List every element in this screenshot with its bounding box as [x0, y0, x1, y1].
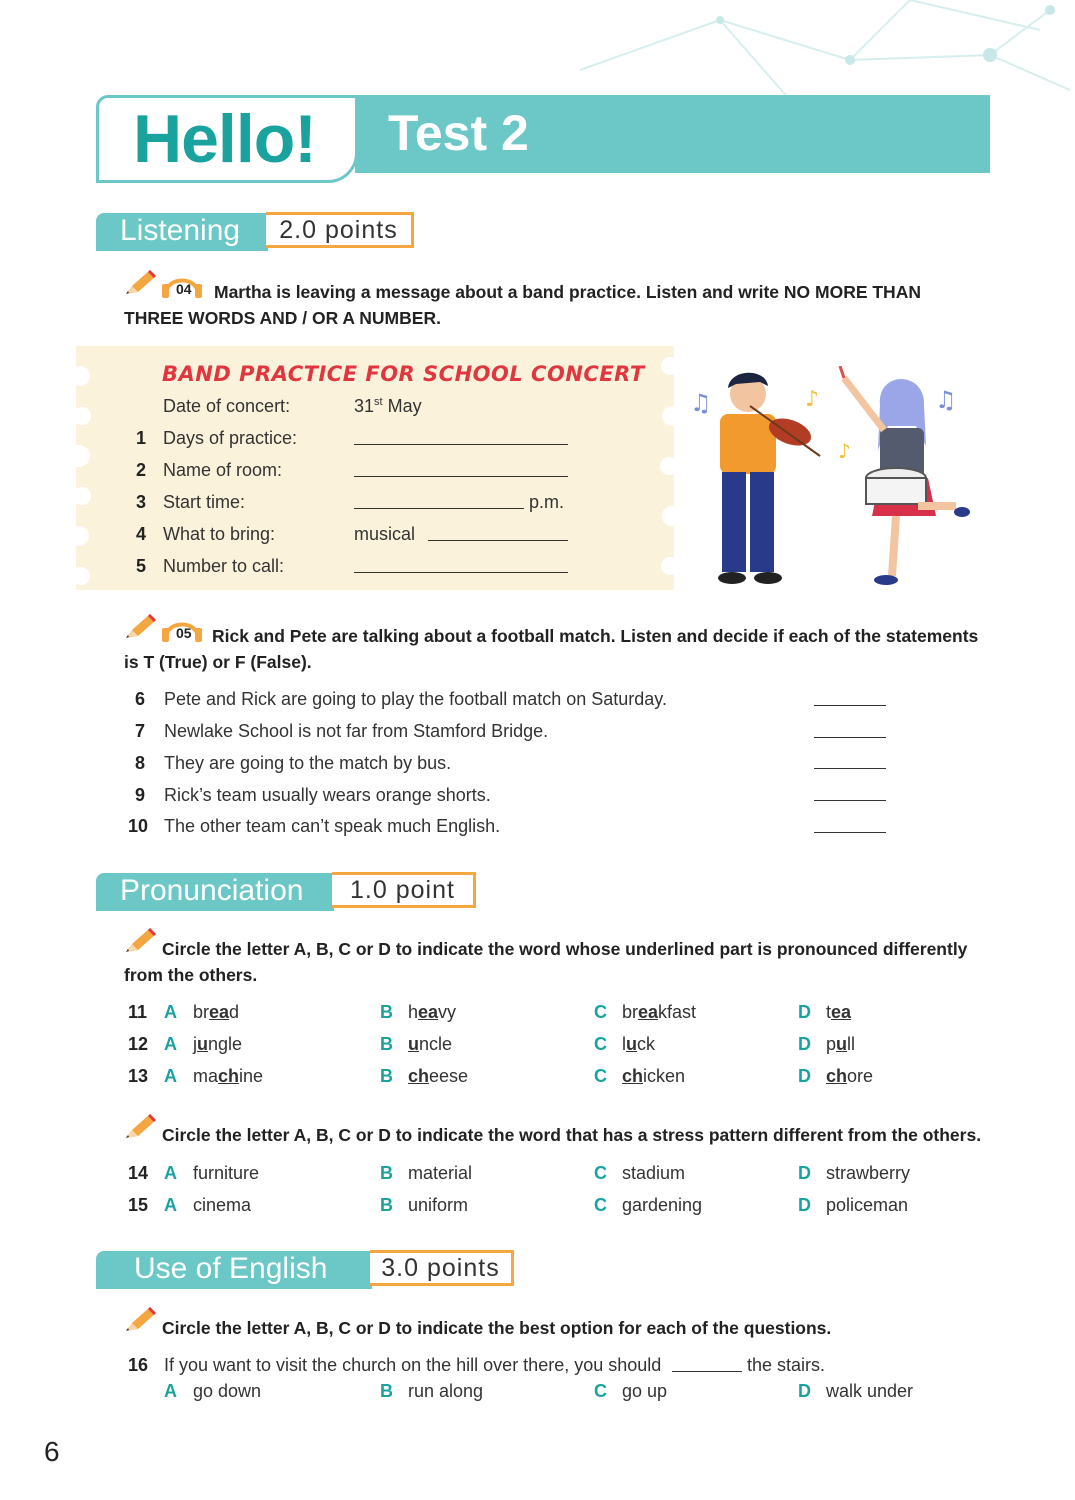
option-letter: A [164, 1195, 177, 1215]
option-word[interactable]: policeman [826, 1195, 909, 1215]
option-letter: C [594, 1195, 607, 1215]
statement-text: The other team can’t speak much English. [164, 816, 501, 836]
item-number: 2 [136, 460, 147, 480]
statement-number: 8 [135, 753, 146, 773]
tf-answer-blank[interactable] [814, 832, 886, 833]
answer-blank[interactable] [354, 444, 568, 445]
answer-blank[interactable] [354, 476, 568, 477]
item-label: Name of room: [163, 460, 283, 480]
musicians-illustration [680, 366, 980, 596]
option-word[interactable]: heavy [408, 1002, 457, 1022]
option-letter: B [380, 1002, 393, 1022]
option-letter: D [798, 1066, 811, 1086]
option-letter: D [798, 1002, 811, 1022]
listening-instruction-2: Rick and Pete are talking about a football match. Listen and decide if each of the statements is T (True) or F (False). [124, 626, 979, 672]
unit-title: Hello! [133, 101, 316, 177]
statement-number: 10 [128, 816, 149, 836]
svg-text:♪: ♪ [805, 387, 820, 412]
pronunciation-title: Pronunciation [120, 874, 304, 907]
option-letter: A [164, 1381, 177, 1401]
date-label: Date of concert: [163, 396, 291, 416]
question-number: 12 [128, 1034, 149, 1054]
option-letter: A [164, 1034, 177, 1054]
statement-number: 9 [135, 785, 146, 805]
question-number: 13 [128, 1066, 149, 1086]
use-of-english-instruction: Circle the letter A, B, C or D to indicate the best option for each of the questions. [162, 1318, 832, 1338]
use-of-english-title: Use of English [134, 1252, 328, 1285]
listening-title: Listening [120, 214, 241, 247]
answer-blank[interactable] [354, 572, 568, 573]
option-word[interactable]: pull [826, 1034, 856, 1054]
pencil-icon [124, 1112, 158, 1140]
option-letter: D [798, 1381, 811, 1401]
item-label: Start time: [163, 492, 246, 512]
question-number: 15 [128, 1195, 149, 1215]
statement-number: 7 [135, 721, 146, 741]
item-number: 5 [136, 556, 147, 576]
option-word[interactable]: go up [622, 1381, 668, 1401]
track-number: 05 [176, 625, 192, 641]
option-letter: B [380, 1066, 393, 1086]
tf-answer-blank[interactable] [814, 737, 886, 738]
question-text-end: the stairs. [747, 1355, 826, 1375]
option-letter: B [380, 1195, 393, 1215]
option-letter: C [594, 1034, 607, 1054]
option-word[interactable]: bread [193, 1002, 240, 1022]
option-word[interactable]: uniform [408, 1195, 469, 1215]
option-letter: A [164, 1163, 177, 1183]
option-letter: B [380, 1034, 393, 1054]
item-prefix: musical [354, 524, 416, 544]
option-letter: B [380, 1163, 393, 1183]
option-letter: D [798, 1034, 811, 1054]
option-letter: C [594, 1002, 607, 1022]
option-letter: D [798, 1163, 811, 1183]
option-word[interactable]: gardening [622, 1195, 703, 1215]
use-of-english-points: 3.0 points [370, 1250, 514, 1286]
option-word[interactable]: cheese [408, 1066, 469, 1086]
pronunciation-instruction-1: Circle the letter A, B, C or D to indicate the word whose underlined part is pronounced differently from the others. [124, 939, 968, 985]
answer-blank[interactable] [428, 540, 568, 541]
option-letter: B [380, 1381, 393, 1401]
option-word[interactable]: stadium [622, 1163, 686, 1183]
option-word[interactable]: machine [193, 1066, 264, 1086]
option-word[interactable]: walk under [826, 1381, 914, 1401]
item-number: 3 [136, 492, 147, 512]
svg-text:♫: ♫ [935, 386, 957, 414]
option-word[interactable]: breakfast [622, 1002, 697, 1022]
answer-blank[interactable] [354, 508, 524, 509]
option-letter: A [164, 1002, 177, 1022]
option-word[interactable]: furniture [193, 1163, 260, 1183]
option-letter: D [798, 1195, 811, 1215]
page-number: 6 [44, 1436, 60, 1467]
listening-points: 2.0 points [266, 212, 414, 248]
option-word[interactable]: chicken [622, 1066, 686, 1086]
test-title: Test 2 [388, 105, 529, 161]
option-letter: C [594, 1381, 607, 1401]
item-label: Number to call: [163, 556, 285, 576]
question-number: 14 [128, 1163, 149, 1183]
item-label: Days of practice: [163, 428, 298, 448]
option-letter: C [594, 1066, 607, 1086]
tf-answer-blank[interactable] [814, 705, 886, 706]
option-word[interactable]: strawberry [826, 1163, 911, 1183]
listening-instruction-1: Martha is leaving a message about a band practice. Listen and write NO MORE THAN THREE WORDS AND / OR A NUMBER. [124, 282, 921, 328]
option-word[interactable]: chore [826, 1066, 874, 1086]
option-word[interactable]: jungle [193, 1034, 243, 1054]
option-word[interactable]: cinema [193, 1195, 252, 1215]
svg-text:♪: ♪ [838, 439, 851, 463]
statement-number: 6 [135, 689, 146, 709]
question-number: 16 [128, 1355, 149, 1375]
track-number: 04 [176, 281, 192, 297]
tf-answer-blank[interactable] [814, 800, 886, 801]
option-letter: A [164, 1066, 177, 1086]
date-value: 31st May [354, 396, 422, 416]
tf-answer-blank[interactable] [814, 768, 886, 769]
option-word[interactable]: tea [826, 1002, 852, 1022]
question-number: 11 [128, 1002, 148, 1022]
option-word[interactable]: go down [193, 1381, 262, 1401]
decorative-network-graphic [570, 0, 1075, 110]
svg-text:♫: ♫ [690, 389, 712, 417]
statement-text: Pete and Rick are going to play the football match on Saturday. [164, 689, 667, 709]
pronunciation-points: 1.0 point [332, 872, 476, 908]
item-number: 4 [136, 524, 147, 544]
answer-blank[interactable] [672, 1371, 742, 1372]
option-word[interactable]: run along [408, 1381, 484, 1401]
pencil-icon [124, 1305, 158, 1333]
statement-text: Rick’s team usually wears orange shorts. [164, 785, 491, 805]
option-word[interactable]: material [408, 1163, 473, 1183]
option-letter: C [594, 1163, 607, 1183]
item-suffix: p.m. [529, 492, 565, 512]
item-label: What to bring: [163, 524, 276, 544]
question-text: If you want to visit the church on the hill over there, you should [164, 1355, 662, 1375]
notepad-title: BAND PRACTICE FOR SCHOOL CONCERT [162, 362, 645, 386]
pronunciation-instruction-2: Circle the letter A, B, C or D to indicate the word that has a stress pattern different from the others. [162, 1125, 982, 1145]
option-word[interactable]: luck [622, 1034, 655, 1054]
item-number: 1 [136, 428, 147, 448]
option-word[interactable]: uncle [408, 1034, 453, 1054]
statement-text: They are going to the match by bus. [164, 753, 452, 773]
statement-text: Newlake School is not far from Stamford Bridge. [164, 721, 549, 741]
